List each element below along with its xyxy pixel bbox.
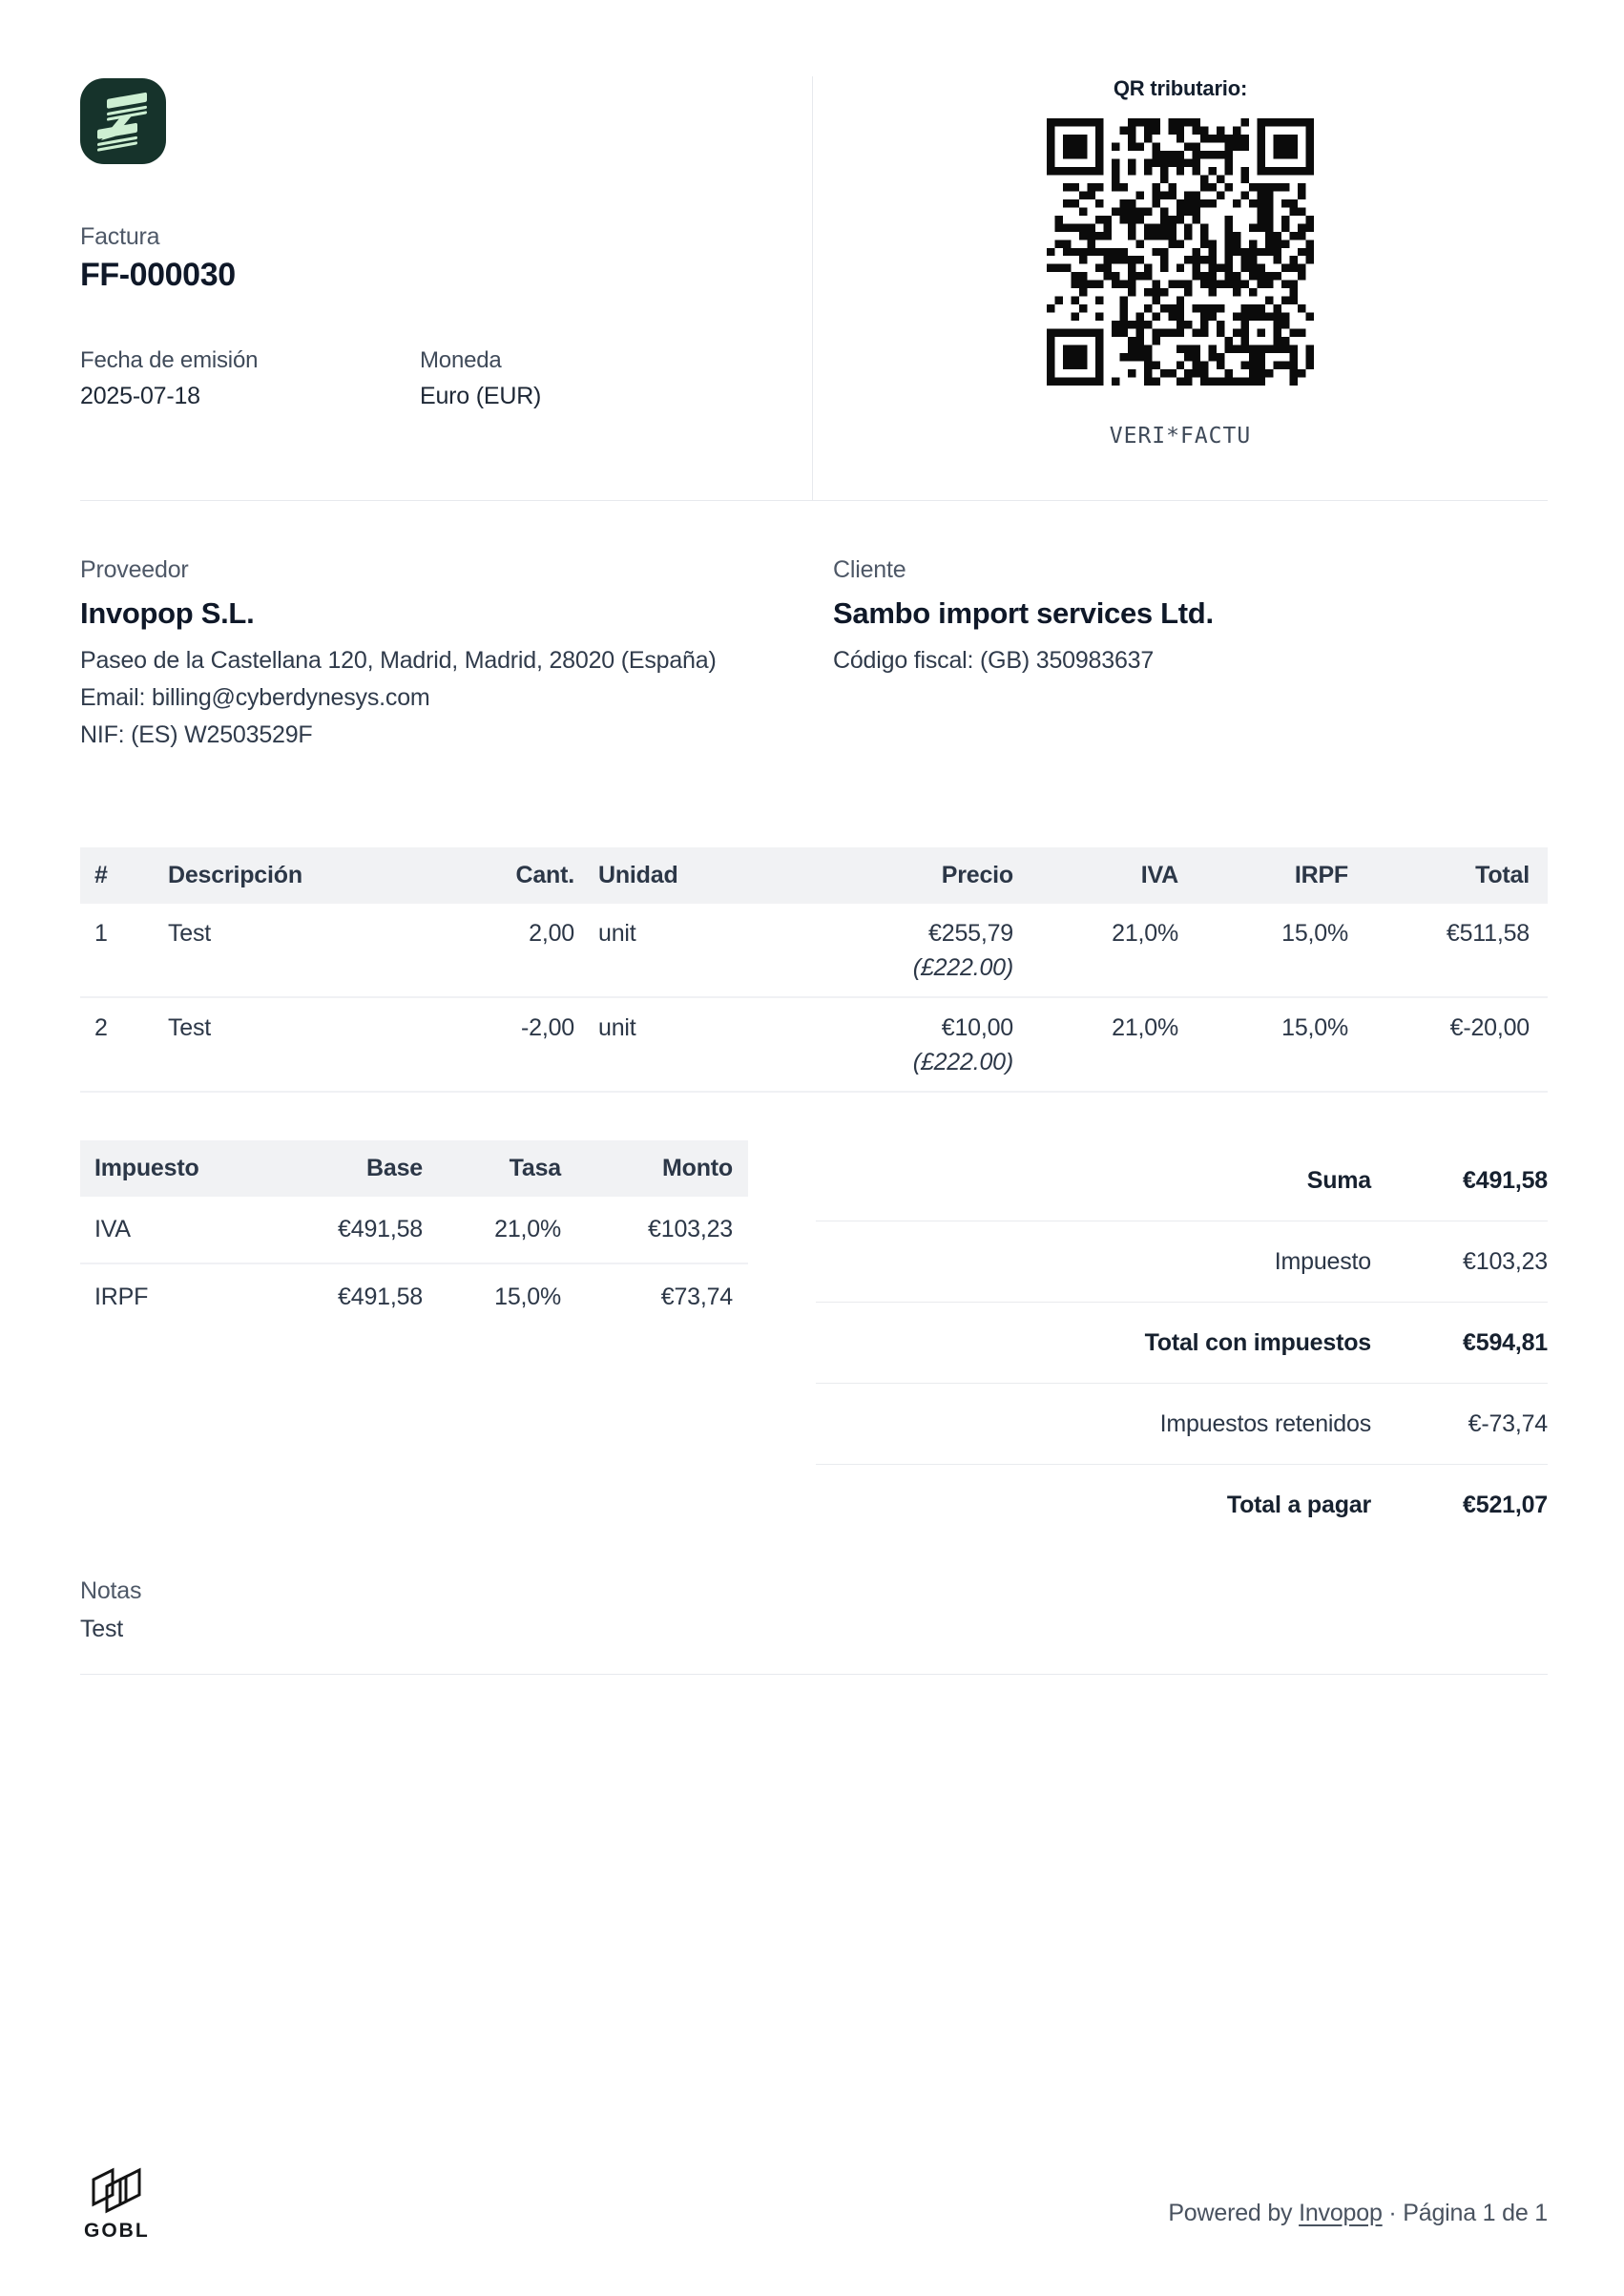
currency-field — [420, 347, 541, 410]
items-col-header: Total — [1366, 847, 1548, 904]
totals-label: Total con impuestos — [1144, 1328, 1371, 1356]
item-row — [80, 904, 1548, 997]
item-iva: 21,0% — [1112, 920, 1178, 947]
currency-label: Moneda — [420, 347, 502, 373]
customer-block — [813, 556, 1548, 754]
totals-row — [816, 1221, 1548, 1302]
tax-col-header: Impuesto — [80, 1140, 271, 1197]
header-section — [80, 76, 1548, 500]
items-col-header: Unidad — [593, 847, 764, 904]
notes-text: Test — [80, 1616, 124, 1642]
totals-value: €103,23 — [1463, 1247, 1548, 1275]
item-quantity: -2,00 — [521, 1014, 574, 1041]
tax-header-row — [80, 1140, 748, 1197]
line-items-header-row — [80, 847, 1548, 904]
item-iva: 21,0% — [1112, 1014, 1178, 1041]
totals-value: €-73,74 — [1468, 1409, 1548, 1437]
gobl-wordmark: GOBL — [84, 2220, 150, 2242]
footer-powered-by — [1168, 2200, 1548, 2243]
tax-rate: 21,0% — [494, 1216, 561, 1242]
qr-label: QR tributario: — [1113, 76, 1248, 100]
item-price-cell — [764, 997, 1031, 1092]
items-col-header: Cant. — [492, 847, 593, 904]
qr-caption: VERI*FACTU — [1109, 424, 1252, 449]
tax-base: €491,58 — [338, 1284, 423, 1310]
item-total: €511,58 — [1446, 920, 1530, 947]
item-description: Test — [168, 920, 212, 947]
tax-name: IRPF — [94, 1284, 149, 1310]
supplier-label: Proveedor — [80, 556, 189, 583]
item-index: 1 — [94, 920, 108, 947]
qr-code-image — [1047, 118, 1314, 386]
items-col-header: Precio — [764, 847, 1031, 904]
supplier-tax-id: NIF: (ES) W2503529F — [80, 721, 313, 748]
invoice-meta — [80, 347, 812, 410]
tax-breakdown-table — [80, 1140, 748, 1330]
totals-label: Impuesto — [1274, 1247, 1371, 1275]
totals-label: Total a pagar — [1226, 1491, 1371, 1518]
totals-row — [816, 1302, 1548, 1383]
tax-name: IVA — [94, 1216, 131, 1242]
item-irpf: 15,0% — [1281, 920, 1348, 947]
totals-value: €521,07 — [1463, 1491, 1548, 1518]
items-col-header: # — [80, 847, 168, 904]
supplier-block — [80, 556, 813, 754]
item-row — [80, 997, 1548, 1092]
items-col-header: Descripción — [168, 847, 492, 904]
gobl-logo — [84, 2167, 150, 2243]
tax-col-header: Base — [271, 1140, 438, 1197]
header-right — [813, 76, 1548, 500]
invopop-logo-icon — [80, 78, 166, 164]
tax-row — [80, 1263, 748, 1330]
item-description: Test — [168, 1014, 212, 1041]
header-left — [80, 76, 813, 500]
totals-row — [816, 1383, 1548, 1464]
qr-code-image — [1047, 118, 1314, 386]
customer-tax-code: Código fiscal: (GB) 350983637 — [833, 647, 1155, 674]
footer — [80, 2167, 1548, 2243]
tax-amount: €103,23 — [648, 1216, 733, 1242]
notes-section — [80, 1577, 1548, 1643]
line-items-table — [80, 847, 1548, 1093]
items-col-header: IVA — [1031, 847, 1197, 904]
supplier-name: Invopop S.L. — [80, 596, 255, 630]
parties-section — [80, 501, 1548, 754]
notes-divider — [80, 1674, 1548, 1675]
tax-base: €491,58 — [338, 1216, 423, 1242]
currency-value: Euro (EUR) — [420, 383, 542, 409]
powered-by-prefix: Powered by — [1168, 2200, 1300, 2226]
customer-name: Sambo import services Ltd. — [833, 596, 1214, 630]
tax-rate: 15,0% — [494, 1284, 561, 1310]
item-quantity: 2,00 — [529, 920, 574, 947]
items-col-header: IRPF — [1197, 847, 1366, 904]
issue-date-value: 2025-07-18 — [80, 383, 200, 409]
tax-col-header: Tasa — [438, 1140, 576, 1197]
totals-row — [816, 1140, 1548, 1221]
issue-date-field — [80, 347, 420, 410]
item-unit: unit — [598, 1014, 636, 1041]
item-price-cell — [764, 904, 1031, 997]
supplier-email: Email: billing@cyberdynesys.com — [80, 684, 430, 711]
item-irpf: 15,0% — [1281, 1014, 1348, 1041]
customer-label: Cliente — [833, 556, 906, 583]
invoice-number: FF-000030 — [80, 257, 236, 293]
page-indicator: · Página 1 de 1 — [1382, 2200, 1548, 2226]
invopop-logo-icon — [80, 78, 166, 164]
item-index: 2 — [94, 1014, 108, 1041]
totals-label: Suma — [1306, 1166, 1371, 1194]
totals-value: €491,58 — [1463, 1166, 1548, 1194]
item-unit: unit — [598, 920, 636, 947]
totals-row — [816, 1464, 1548, 1545]
item-price: €255,79 — [928, 920, 1013, 947]
item-price: €10,00 — [941, 1014, 1013, 1041]
summary-section — [80, 1140, 1548, 1545]
gobl-logo-icon — [91, 2167, 142, 2215]
tax-amount: €73,74 — [660, 1284, 733, 1310]
tax-row — [80, 1197, 748, 1263]
notes-label: Notas — [80, 1577, 142, 1604]
supplier-address: Paseo de la Castellana 120, Madrid, Madrid, 28020 (España) — [80, 647, 717, 674]
issue-date-label: Fecha de emisión — [80, 347, 259, 373]
totals-label: Impuestos retenidos — [1159, 1409, 1371, 1437]
item-total: €-20,00 — [1449, 1014, 1530, 1041]
doc-type-label: Factura — [80, 223, 160, 250]
invopop-link[interactable]: Invopop — [1299, 2200, 1383, 2226]
totals-block — [816, 1140, 1548, 1545]
totals-value: €594,81 — [1463, 1328, 1548, 1356]
item-price-alt: (£222.00) — [912, 954, 1013, 981]
item-price-alt: (£222.00) — [912, 1049, 1013, 1075]
tax-col-header: Monto — [576, 1140, 748, 1197]
